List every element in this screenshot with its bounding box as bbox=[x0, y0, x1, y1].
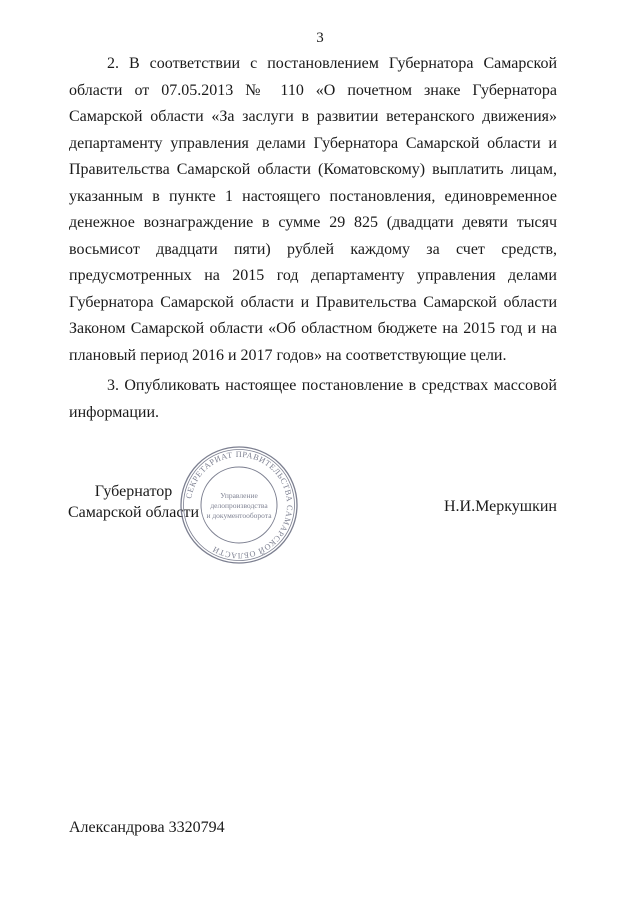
stamp-ring-text: СЕКРЕТАРИАТ ПРАВИТЕЛЬСТВА САМАРСКОЙ ОБЛАСТИ bbox=[184, 449, 295, 561]
stamp-center-line3: и документооборота bbox=[206, 511, 272, 520]
signatory-title-line1: Губернатор bbox=[94, 483, 173, 500]
page-number: 3 bbox=[316, 30, 324, 46]
official-stamp bbox=[178, 444, 300, 566]
signatory-name: Н.И.Меркушкин bbox=[444, 498, 557, 515]
paragraph-3: 3. Опубликовать настоящее постановление в средствах массовой информации. bbox=[69, 377, 557, 421]
executor-note: Александрова 3320794 bbox=[69, 819, 225, 836]
stamp-center-line1: Управление bbox=[220, 491, 258, 500]
document-body bbox=[69, 51, 557, 426]
stamp-center-line2: делопроизводства bbox=[210, 501, 268, 510]
signatory-title-line2: Самарской области bbox=[68, 504, 199, 521]
paragraph-2: 2. В соответствии с постановлением Губернатора Самарской области от 07.05.2013 № 110 «О почетном знаке Губернатора Самарской области «За заслуги в развитии ветеранского движения» департаменту управления делами Губернатора Самарской области и Правительства Самарской области (Коматовскому) выплатить лицам, указанным в пункте 1 настоящего постановления, единовременное денежное вознаграждение в сумме 29 825 (двадцати девяти тысяч восьмисот двадцати пяти) рублей каждому за счет средств, предусмотренных на 2015 год департаменту управления делами Губернатора Самарской области и Правительства Самарской области Законом Самарской области «Об областном бюджете на 2015 год и на плановый период 2016 и 2017 годов» на соответствующие цели. bbox=[69, 55, 557, 364]
